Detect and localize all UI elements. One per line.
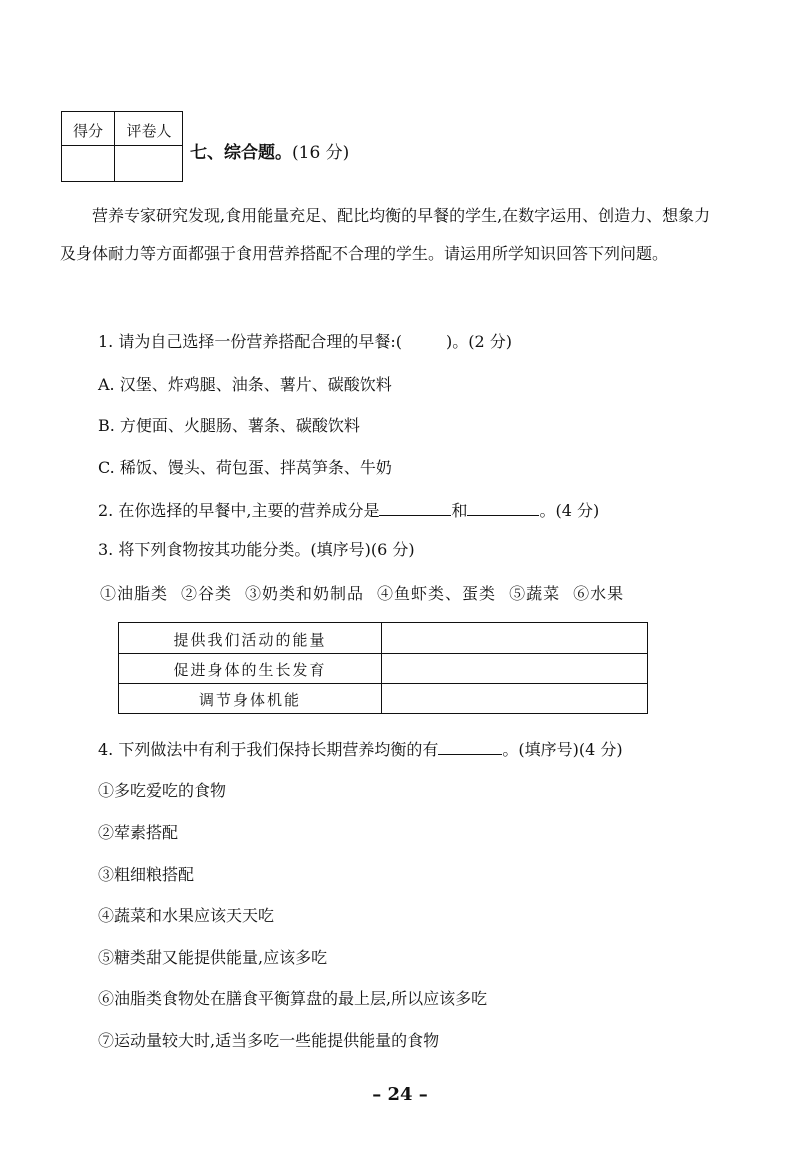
table-row: [119, 653, 647, 683]
section-points: (16 分): [292, 143, 350, 163]
table-row-label: 调节身体机能: [198, 691, 301, 709]
q4-item: ⑥油脂类食物处在膳食平衡算盘的最上层,所以应该多吃: [98, 989, 488, 1008]
q4-item: ⑤糖类甜又能提供能量,应该多吃: [98, 948, 328, 967]
q4-text-1: 4. 下列做法中有利于我们保持长期营养均衡的有: [98, 740, 439, 759]
table-row: [119, 683, 647, 713]
q4-text-2: 。(填序号)(4 分): [502, 740, 623, 759]
q2-text-2: 和: [451, 501, 468, 520]
q3-stem: 3. 将下列食物按其功能分类。(填序号)(6 分): [98, 540, 415, 559]
q2-stem: [98, 499, 599, 521]
table-row-label: 促进身体的生长发育: [173, 661, 327, 679]
q1-option-b: B. 方便面、火腿肠、薯条、碳酸饮料: [98, 416, 360, 435]
intro-paragraph: 营养专家研究发现,食用能量充足、配比均衡的早餐的学生,在数字运用、创造力、想象力及身体耐力等方面都强于食用营养搭配不合理的学生。请运用所学知识回答下列问题。: [60, 206, 711, 263]
page-number: – 24 –: [372, 1084, 428, 1105]
category-item: ②谷类: [181, 584, 233, 603]
q1-stem-end: )。(2 分): [446, 332, 512, 351]
q4-item: ①多吃爱吃的食物: [98, 781, 227, 800]
category-item: ③奶类和奶制品: [245, 584, 365, 603]
section-title: [190, 138, 349, 163]
q2-blank-2[interactable]: [467, 499, 539, 516]
section-title-text: 七、综合题。: [190, 143, 292, 163]
q4-blank[interactable]: [438, 738, 502, 755]
q4-item: ⑦运动量较大时,适当多吃一些能提供能量的食物: [98, 1031, 440, 1050]
category-item: ①油脂类: [100, 584, 169, 603]
table-row-label: 提供我们活动的能量: [173, 631, 327, 649]
q4-item: ②荤素搭配: [98, 823, 179, 842]
q4-item: ④蔬菜和水果应该天天吃: [98, 906, 275, 925]
score-label: 得分: [72, 122, 103, 140]
q1-option-c: C. 稀饭、馒头、荷包蛋、拌莴笋条、牛奶: [98, 458, 392, 477]
q1-option-a: A. 汉堡、炸鸡腿、油条、薯片、碳酸饮料: [98, 375, 392, 394]
q2-text-3: 。(4 分): [539, 501, 600, 520]
q2-text-1: 2. 在你选择的早餐中,主要的营养成分是: [98, 501, 380, 520]
category-item: ④鱼虾类、蛋类: [377, 584, 497, 603]
q1-stem-text: 1. 请为自己选择一份营养搭配合理的早餐:(: [98, 332, 402, 351]
table-row: [119, 623, 647, 653]
score-box-divider-horizontal: [62, 145, 182, 146]
q4-item: ③粗细粮搭配: [98, 865, 195, 884]
grader-label: 评卷人: [126, 122, 172, 140]
q2-blank-1[interactable]: [379, 499, 451, 516]
q1-stem: [98, 332, 512, 352]
function-table: [118, 622, 648, 714]
q4-stem: [98, 738, 623, 760]
category-item: ⑥水果: [573, 584, 625, 603]
q3-categories: [100, 581, 624, 604]
score-box: [61, 111, 183, 182]
category-item: ⑤蔬菜: [509, 584, 561, 603]
